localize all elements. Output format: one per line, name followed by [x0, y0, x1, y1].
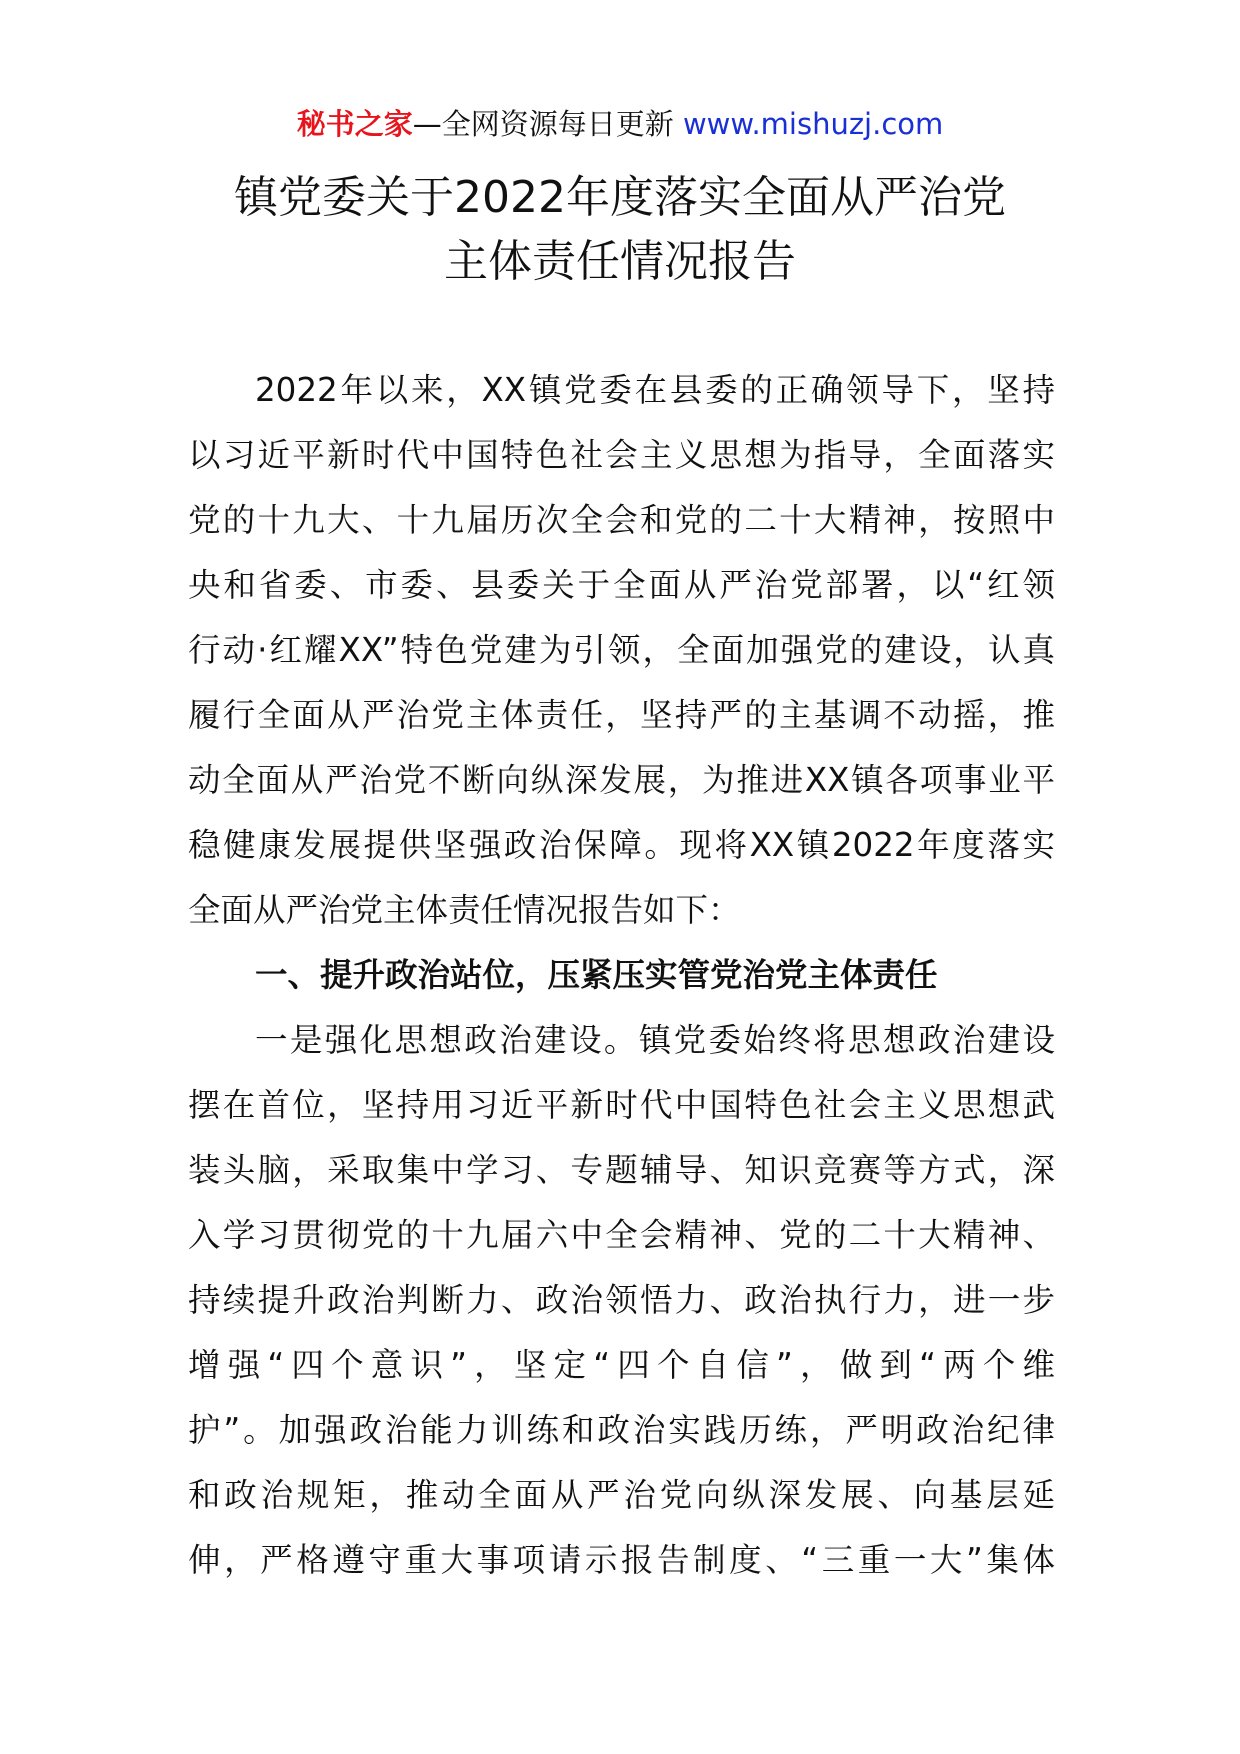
site-header	[0, 104, 1240, 144]
body-line: 2022年以来，XX镇党委在县委的正确领导下，坚持	[255, 371, 1055, 409]
document-title	[0, 166, 1240, 294]
body-line: 和政治规矩，推动全面从严治党向纵深发展、向基层延	[188, 1476, 1055, 1514]
body-line: 摆在首位，坚持用习近平新时代中国特色社会主义思想武	[188, 1086, 1055, 1124]
document-body	[188, 358, 1055, 1593]
body-line: 履行全面从严治党主体责任，坚持严的主基调不动摇，推	[188, 696, 1055, 734]
body-line: 央和省委、市委、县委关于全面从严治党部署，以“红领	[188, 566, 1055, 604]
body-line: 以习近平新时代中国特色社会主义思想为指导，全面落实	[188, 436, 1055, 474]
site-tagline: —全网资源每日更新	[412, 107, 683, 141]
site-brand: 秘书之家	[296, 107, 413, 141]
title-line-2: 主体责任情况报告	[444, 236, 796, 287]
body-line: 行动·红耀XX”特色党建为引领，全面加强党的建设，认真	[188, 631, 1055, 669]
body-line: 护”。加强政治能力训练和政治实践历练，严明政治纪律	[188, 1411, 1055, 1449]
body-line: 一是强化思想政治建设。镇党委始终将思想政治建设	[255, 1021, 1055, 1059]
section-heading: 一、提升政治站位，压紧压实管党治党主体责任	[255, 956, 938, 994]
body-line: 伸，严格遵守重大事项请示报告制度、“三重一大”集体	[188, 1541, 1055, 1579]
site-url[interactable]: www.mishuzj.com	[682, 107, 944, 141]
body-line: 党的十九大、十九届历次全会和党的二十大精神，按照中	[188, 501, 1055, 539]
body-line: 稳健康发展提供坚强政治保障。现将XX镇2022年度落实	[188, 826, 1055, 864]
body-line: 全面从严治党主体责任情况报告如下：	[188, 891, 741, 929]
body-line: 增强“四个意识”，坚定“四个自信”，做到“两个维	[188, 1346, 1055, 1384]
title-line-1: 镇党委关于2022年度落实全面从严治党	[234, 172, 1006, 223]
body-line: 持续提升政治判断力、政治领悟力、政治执行力，进一步	[188, 1281, 1055, 1319]
body-line: 装头脑，采取集中学习、专题辅导、知识竞赛等方式，深	[188, 1151, 1055, 1189]
body-line: 入学习贯彻党的十九届六中全会精神、党的二十大精神、	[188, 1216, 1055, 1254]
body-line: 动全面从严治党不断向纵深发展，为推进XX镇各项事业平	[188, 761, 1055, 799]
